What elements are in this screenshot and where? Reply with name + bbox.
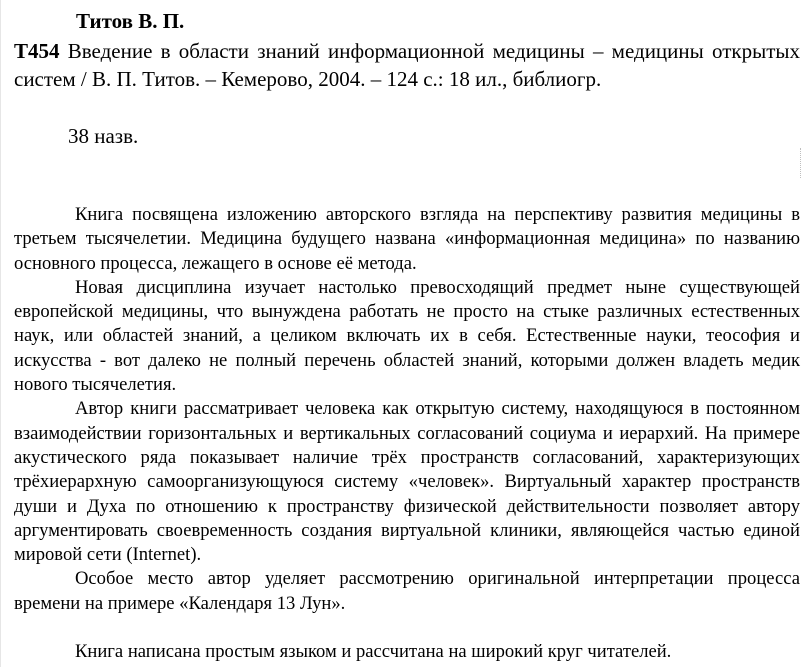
abstract-paragraph: Новая дисциплина изучает настолько превосходящий предмет ныне существующей европейской медицины, что вынуждена работать не просто на стыке различных естественных наук, или областей знаний, а целиком включать их в себя. Естественные науки, теософия и искусства - вот далеко не полный перечень областей знаний, которыми должен владеть медик нового тысячелетия.	[14, 276, 800, 396]
bibliographic-entry	[14, 37, 800, 93]
abstract-paragraph: Автор книги рассматривает человека как открытую систему, находящуюся в постоянном взаимодействии горизонтальных и вертикальных согласований социума и иерархий. На примере акустического ряда показывает наличие трёх пространств согласований, характеризующих трёхиерархную самоорганизующуюся систему «человек». Виртуальный характер пространств души и Духа по отношению к пространству физической действительности позволяет автору аргументировать своевременность создания виртуальной клиники, являющейся частью единой мировой сети (Internet).	[14, 398, 800, 566]
classification-code: Т454	[14, 39, 60, 63]
abstract-block	[14, 203, 800, 664]
abstract-paragraph: Книга написана простым языком и рассчитана на широкий круг читателей.	[75, 641, 672, 663]
right-dotted-mark	[800, 148, 802, 178]
abstract-paragraph: Книга посвящена изложению авторского взгляда на перспективу развития медицины в третьем тысячелетии. Медицина будущего названа «информационная медицина» по названию основного процесса, лежащего в основе её метода.	[14, 204, 800, 274]
references-count: 38 назв.	[68, 124, 139, 148]
abstract-paragraph: Особое место автор уделяет рассмотрению оригинальной интерпретации процесса времени на примере «Календаря 13 Лун».	[14, 568, 800, 614]
left-margin-rule	[0, 0, 1, 667]
author-heading: Титов В. П.	[76, 9, 185, 33]
title-entry-text: Введение в области знаний информационной медицины – медицины открытых систем / В. П. Титов. – Кемерово, 2004. – 124 с.: 18 ил., библиогр.	[14, 39, 800, 91]
